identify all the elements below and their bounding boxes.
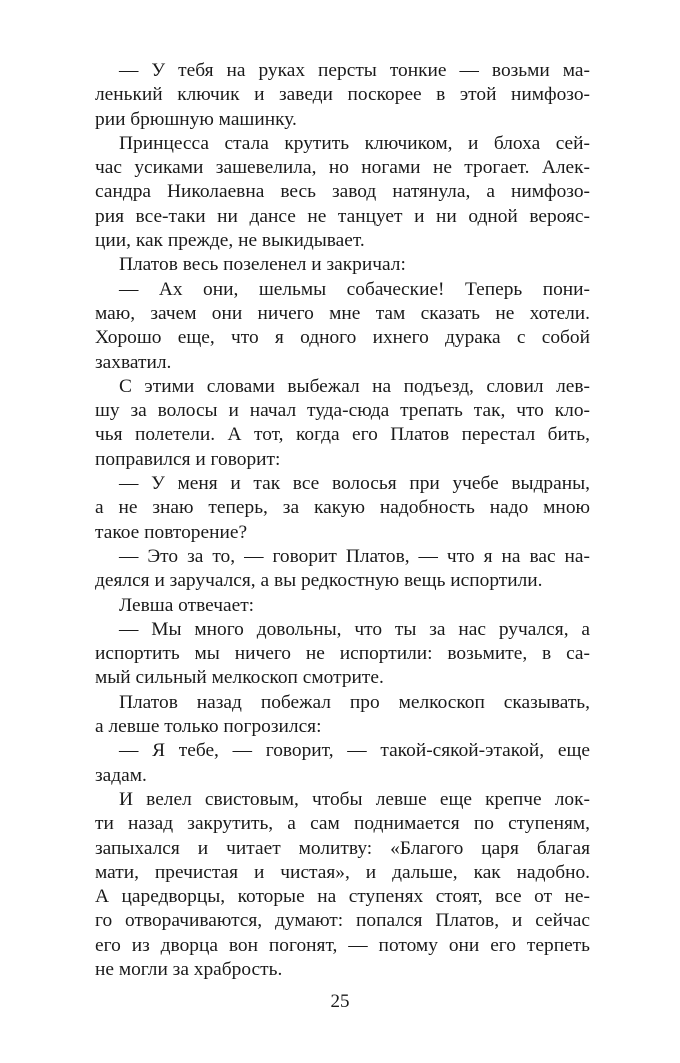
text-line: задам. [95,764,147,786]
paragraph [95,375,590,472]
text-line: а не знаю теперь, за какую надобность надо мною [95,497,590,519]
paragraph [95,788,590,982]
text-line: — Ах они, шельмы собачеcкие! Теперь пони- [119,278,590,300]
paragraph [95,59,590,132]
text-line: Платов назад побежал про мелкоскоп сказывать, [119,691,590,713]
paragraph [95,739,590,788]
text-line: — Мы много довольны, что ты за нас ручался, а [119,618,590,640]
text-line: рии брюшную машинку. [95,108,297,130]
text-line: — Я тебе, — говорит, — такой-сякой-этакой, еще [119,740,590,762]
paragraph [95,545,590,594]
paragraph [95,278,590,375]
text-line: А царедворцы, которые на ступенях стоят, все от не- [95,886,590,908]
text-line: Принцесса стала крутить ключиком, и блоха сей- [119,132,590,154]
text-line: сандра Николаевна весь завод натянула, а нимфозо- [95,181,590,203]
paragraph [95,691,590,740]
text-line: ти назад закрутить, а сам поднимается по ступеням, [95,813,590,835]
text-line: Платов весь позеленел и закричал: [119,254,406,276]
text-line: такое повторение? [95,521,248,543]
text-line: — Это за то, — говорит Платов, — что я на вас на- [119,545,590,567]
text-line: час усиками зашевелила, но ногами не трогает. Алек- [95,157,590,179]
page-body [95,59,590,982]
text-line: а левше только погрозился: [95,716,322,738]
text-line: — У тебя на руках персты тонкие — возьми ма- [119,60,590,81]
text-line: мати, пречистая и чистая», и дальше, как надобно. [95,861,590,883]
paragraph [95,618,590,691]
text-line: Левша отвечает: [119,594,255,616]
text-line: — У меня и так все волосья при учебе выдраны, [119,473,590,495]
text-line: мый сильный мелкоскоп смотрите. [95,667,384,689]
text-line: рия все-таки ни дансе не танцует и ни одной верояс- [95,205,590,227]
text-line: ленький ключик и заведи поскорее в этой нимфозо- [95,84,590,106]
text-line: чья полетели. А тот, когда его Платов перестал бить, [95,424,590,446]
text-line: испортить мы ничего не испортили: возьмите, в са- [95,643,590,665]
text-line: деялся и заручался, а вы редкостную вещь испортили. [95,570,543,592]
text-line: Хорошо еще, что я одного ихнего дурака с собой [95,327,590,349]
text-line: С этими словами выбежал на подъезд, словил лев- [119,375,590,397]
paragraph [95,132,590,253]
paragraph [95,253,590,277]
text-line: шу за волосы и начал туда-сюда трепать так, что кло- [95,400,590,422]
text-line: его из дворца вон погонят, — потому они его терпеть [95,934,590,956]
text-line: ции, как прежде, не выкидывает. [95,230,365,252]
paragraph [95,472,590,545]
text-line: го отворачиваются, думают: попался Платов, и сейчас [95,910,590,932]
text-line: маю, зачем они ничего мне там сказать не хотели. [95,302,590,324]
text-line: запыхался и читает молитву: «Благого царя благая [95,837,590,859]
text-line: не могли за храбрость. [95,958,283,980]
text-line: И велел свистовым, чтобы левше еще крепче лок- [119,788,590,810]
page-number: 25 [330,991,350,1012]
paragraph [95,594,590,618]
text-line: захватил. [95,351,172,373]
text-line: поправился и говорит: [95,448,281,470]
